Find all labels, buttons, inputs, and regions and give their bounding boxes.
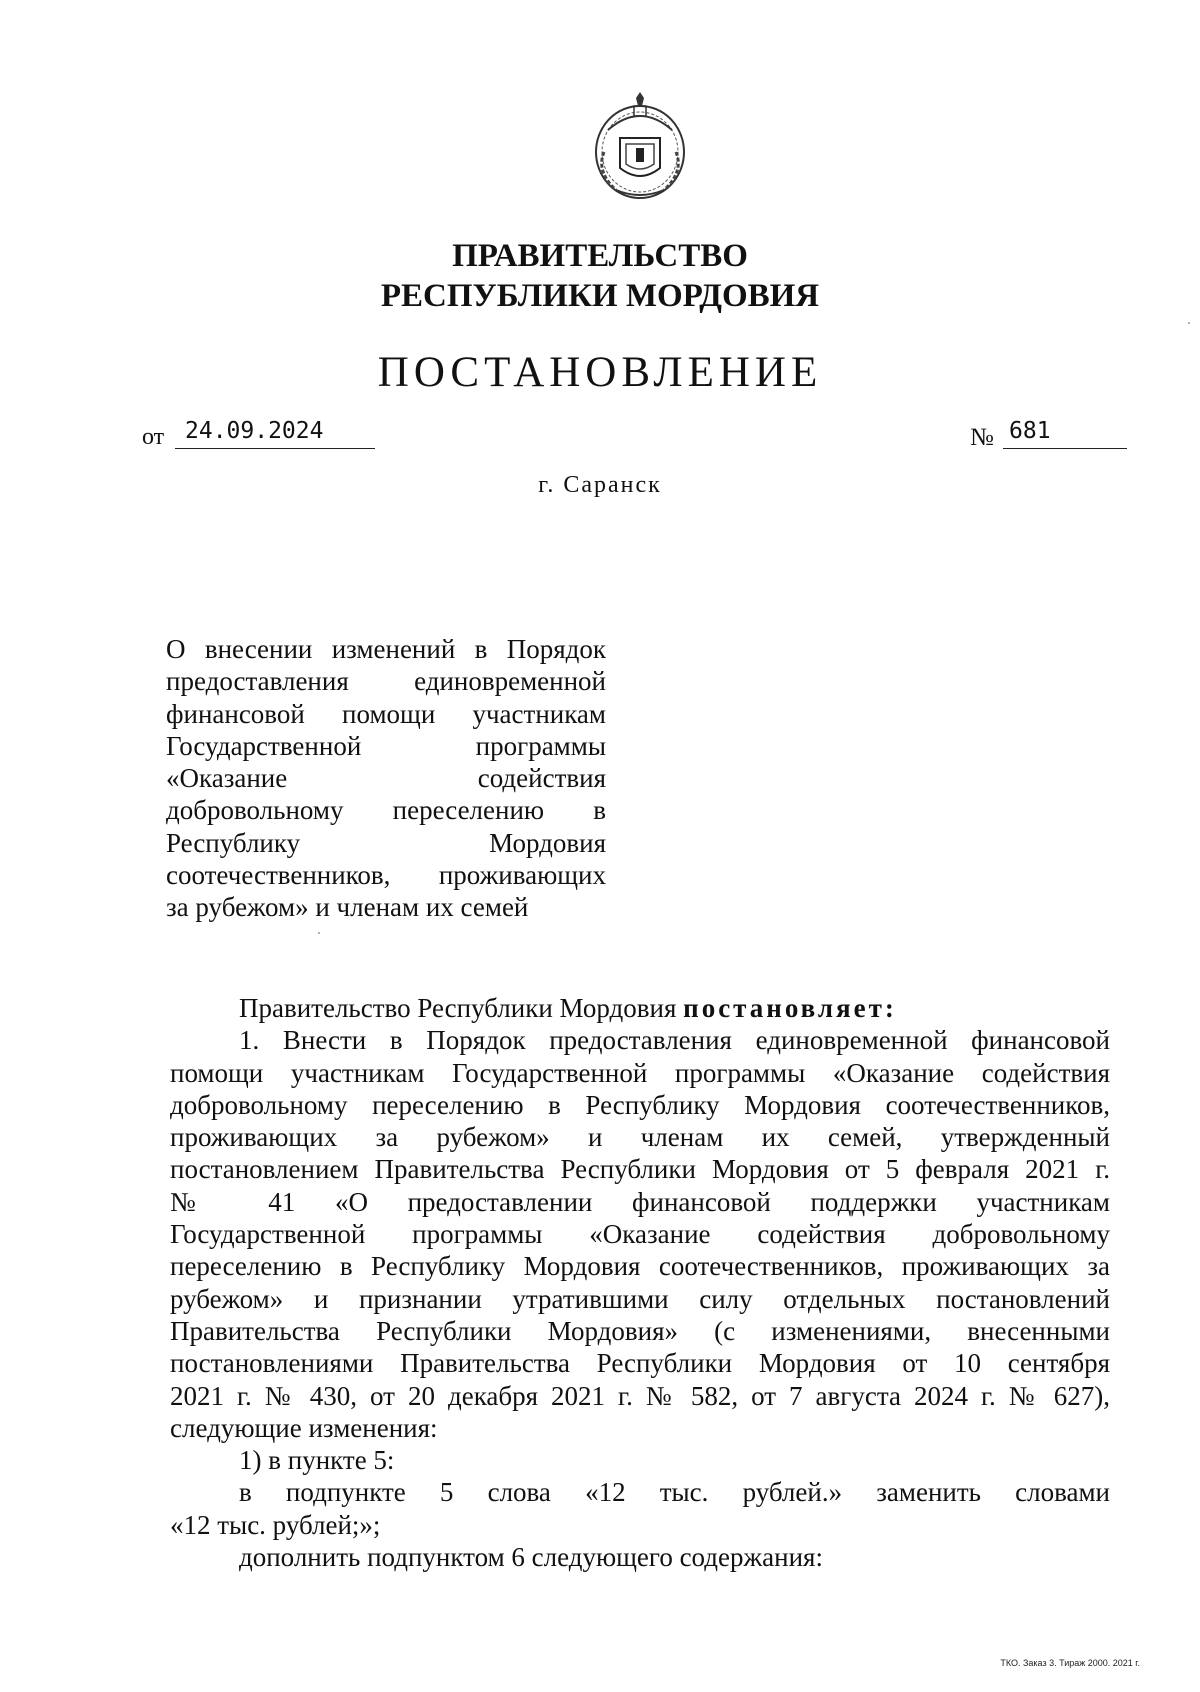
subject-line: соотечественников, проживающих xyxy=(166,860,606,891)
body-line: постановлениями Правительства Республики Мордовия от 10 сентября xyxy=(170,1348,1110,1379)
body-line: проживающих за рубежом» и членам их семей, утвержденный xyxy=(170,1122,1110,1153)
body-line: дополнить подпунктом 6 следующего содержания: xyxy=(239,1542,823,1573)
document-number: 681 xyxy=(1003,414,1127,449)
body-line: следующие изменения: xyxy=(170,1412,438,1443)
scan-speck xyxy=(1188,322,1190,324)
subject-line: Государственной программы xyxy=(166,730,606,761)
document-type: ПОСТАНОВЛЕНИЕ xyxy=(377,349,823,396)
intro-emphasis: постановляет: xyxy=(683,993,897,1023)
subject-line: О внесении изменений в Порядок xyxy=(166,634,606,664)
document-subject xyxy=(166,633,606,924)
date-label: от xyxy=(142,424,165,450)
document-body xyxy=(170,992,1110,1573)
document-date: 24.09.2024 xyxy=(175,414,375,449)
body-line: в подпункте 5 слова «12 тыс. рублей.» заменить словами xyxy=(239,1477,1110,1508)
print-info: ТКО. Заказ 3. Тираж 2000. 2021 г. xyxy=(1000,1658,1140,1668)
subject-line: Республику Мордовия xyxy=(166,827,606,858)
body-line: 2021 г. № 430, от 20 декабря 2021 г. № 582, от 7 августа 2024 г. № 627), xyxy=(170,1380,1110,1411)
subject-line: финансовой помощи участникам xyxy=(166,698,606,729)
body-line: № 41 «О предоставлении финансовой поддержки участникам xyxy=(170,1186,1110,1217)
body-line: Правительства Республики Мордовия» (с изменениями, внесенными xyxy=(170,1315,1110,1346)
body-line: Государственной программы «Оказание содействия добровольному xyxy=(170,1219,1110,1250)
coat-of-arms-icon xyxy=(586,92,694,204)
subject-line: предоставления единовременной xyxy=(166,666,606,697)
organization-title-line1: ПРАВИТЕЛЬСТВО xyxy=(452,238,748,274)
body-line: помощи участникам Государственной программы «Оказание содействия xyxy=(170,1057,1110,1088)
body-line: 1. Внести в Порядок предоставления единовременной финансовой xyxy=(239,1025,1110,1056)
city: г. Саранск xyxy=(538,472,662,498)
body-line: постановлением Правительства Республики Мордовия от 5 февраля 2021 г. xyxy=(170,1154,1110,1185)
subject-line: за рубежом» и членам их семей xyxy=(166,892,529,923)
subject-line: добровольному переселению в xyxy=(166,795,606,826)
resolution-intro xyxy=(170,992,1110,1024)
body-line: переселению в Республику Мордовия соотечественников, проживающих за xyxy=(170,1251,1110,1282)
intro-text: Правительство Республики Мордовия xyxy=(239,993,684,1023)
organization-title-line2: РЕСПУБЛИКИ МОРДОВИЯ xyxy=(380,278,820,314)
subject-line: «Оказание содействия xyxy=(166,763,606,794)
body-line: «12 тыс. рублей;»; xyxy=(170,1509,381,1540)
body-line: добровольному переселению в Республику Мордовия соотечественников, xyxy=(170,1089,1110,1120)
scan-speck xyxy=(318,932,320,934)
body-line: рубежом» и признании утратившими силу отдельных постановлений xyxy=(170,1283,1110,1314)
subitem-1: 1) в пункте 5: xyxy=(239,1445,395,1476)
number-label: № xyxy=(970,424,994,451)
